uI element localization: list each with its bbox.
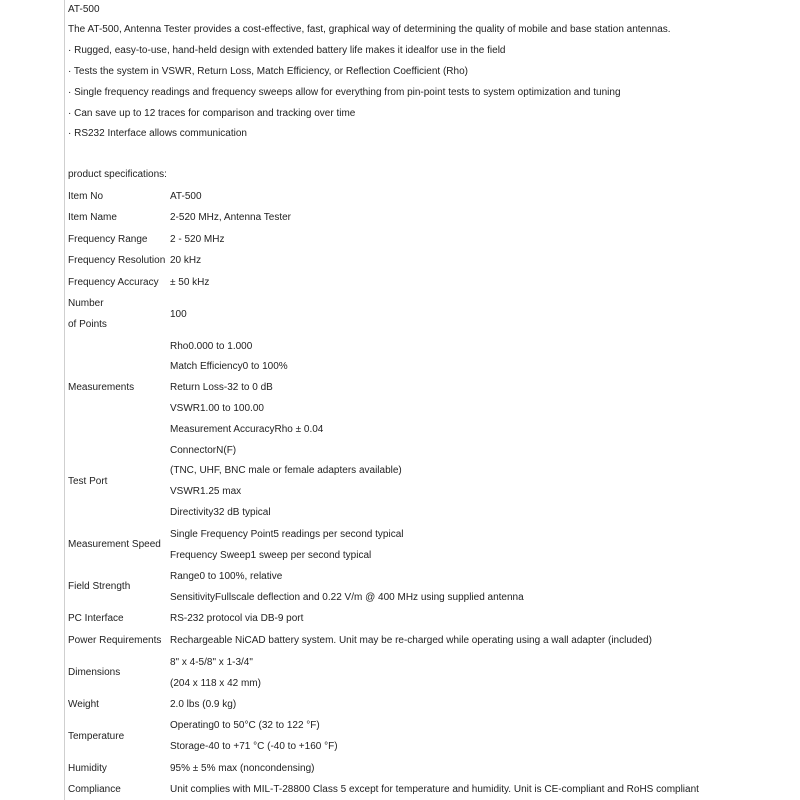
spec-value: 2.0 lbs (0.9 kg) — [170, 699, 237, 710]
product-title: AT-500 — [68, 4, 100, 15]
spec-value: ConnectorN(F) — [170, 445, 237, 456]
spec-value: ± 50 kHz — [170, 277, 210, 288]
spec-value: 2 - 520 MHz — [170, 234, 225, 245]
specs-heading: product specifications: — [68, 169, 167, 180]
spec-value: AT-500 — [170, 191, 202, 202]
feature-bullet: · Rugged, easy-to-use, hand-held design with extended battery life makes it idealfor use in the field — [68, 45, 506, 56]
intro-text: The AT-500, Antenna Tester provides a cost-effective, fast, graphical way of determining the quality of mobile and base station antennas. — [68, 24, 671, 35]
spec-label: Frequency Accuracy — [68, 277, 159, 288]
feature-bullet: · Tests the system in VSWR, Return Loss, Match Efficiency, or Reflection Coefficient (Rho) — [68, 66, 468, 77]
spec-value: SensitivityFullscale deflection and 0.22 V/m @ 400 MHz using supplied antenna — [170, 592, 524, 603]
spec-value: Directivity32 dB typical — [170, 507, 271, 518]
spec-label: Measurements — [68, 382, 135, 393]
spec-value: Single Frequency Point5 readings per second typical — [170, 529, 404, 540]
spec-value: 2-520 MHz, Antenna Tester — [170, 212, 291, 223]
spec-value: Rechargeable NiCAD battery system. Unit may be re-charged while operating using a wall adapter (included) — [170, 635, 652, 646]
spec-value: VSWR1.00 to 100.00 — [170, 403, 264, 414]
spec-value: 20 kHz — [170, 255, 202, 266]
spec-value: Match Efficiency0 to 100% — [170, 361, 288, 372]
spec-label: Test Port — [68, 476, 108, 487]
spec-value: Operating0 to 50°C (32 to 122 °F) — [170, 720, 320, 731]
spec-label: Humidity — [68, 763, 107, 774]
spec-label: Number — [68, 298, 104, 309]
spec-value: 8" x 4-5/8" x 1-3/4" — [170, 657, 253, 668]
spec-label: Power Requirements — [68, 635, 162, 646]
spec-label: PC Interface — [68, 613, 124, 624]
spec-value: 100 — [170, 309, 187, 320]
spec-label: Compliance — [68, 784, 121, 795]
spec-label: Frequency Resolution — [68, 255, 166, 266]
spec-value: Rho0.000 to 1.000 — [170, 341, 253, 352]
spec-value: Storage-40 to +71 °C (-40 to +160 °F) — [170, 741, 338, 752]
spec-label: Temperature — [68, 731, 125, 742]
feature-bullet: · RS232 Interface allows communication — [68, 128, 247, 139]
spec-value: Return Loss-32 to 0 dB — [170, 382, 273, 393]
spec-label: Measurement Speed — [68, 539, 161, 550]
spec-value: Range0 to 100%, relative — [170, 571, 283, 582]
spec-label: Frequency Range — [68, 234, 148, 245]
spec-label: Field Strength — [68, 581, 131, 592]
spec-label: of Points — [68, 319, 107, 330]
spec-value: Measurement AccuracyRho ± 0.04 — [170, 424, 324, 435]
feature-bullet: · Single frequency readings and frequency sweeps allow for everything from pin-point tests to system optimization and tuning — [68, 87, 621, 98]
spec-label: Weight — [68, 699, 99, 710]
spec-label: Item Name — [68, 212, 117, 223]
feature-bullet: · Can save up to 12 traces for comparison and tracking over time — [68, 108, 356, 119]
spec-value: (204 x 118 x 42 mm) — [170, 678, 261, 689]
spec-value: 95% ± 5% max (noncondensing) — [170, 763, 315, 774]
spec-value: RS-232 protocol via DB-9 port — [170, 613, 304, 624]
spec-value: Frequency Sweep1 sweep per second typical — [170, 550, 372, 561]
spec-value: VSWR1.25 max — [170, 486, 242, 497]
spec-label: Dimensions — [68, 667, 121, 678]
spec-value: Unit complies with MIL-T-28800 Class 5 except for temperature and humidity. Unit is CE-compliant and RoHS compliant — [170, 784, 699, 795]
product-page — [64, 0, 800, 800]
spec-value: (TNC, UHF, BNC male or female adapters available) — [170, 465, 402, 476]
spec-label: Item No — [68, 191, 104, 202]
